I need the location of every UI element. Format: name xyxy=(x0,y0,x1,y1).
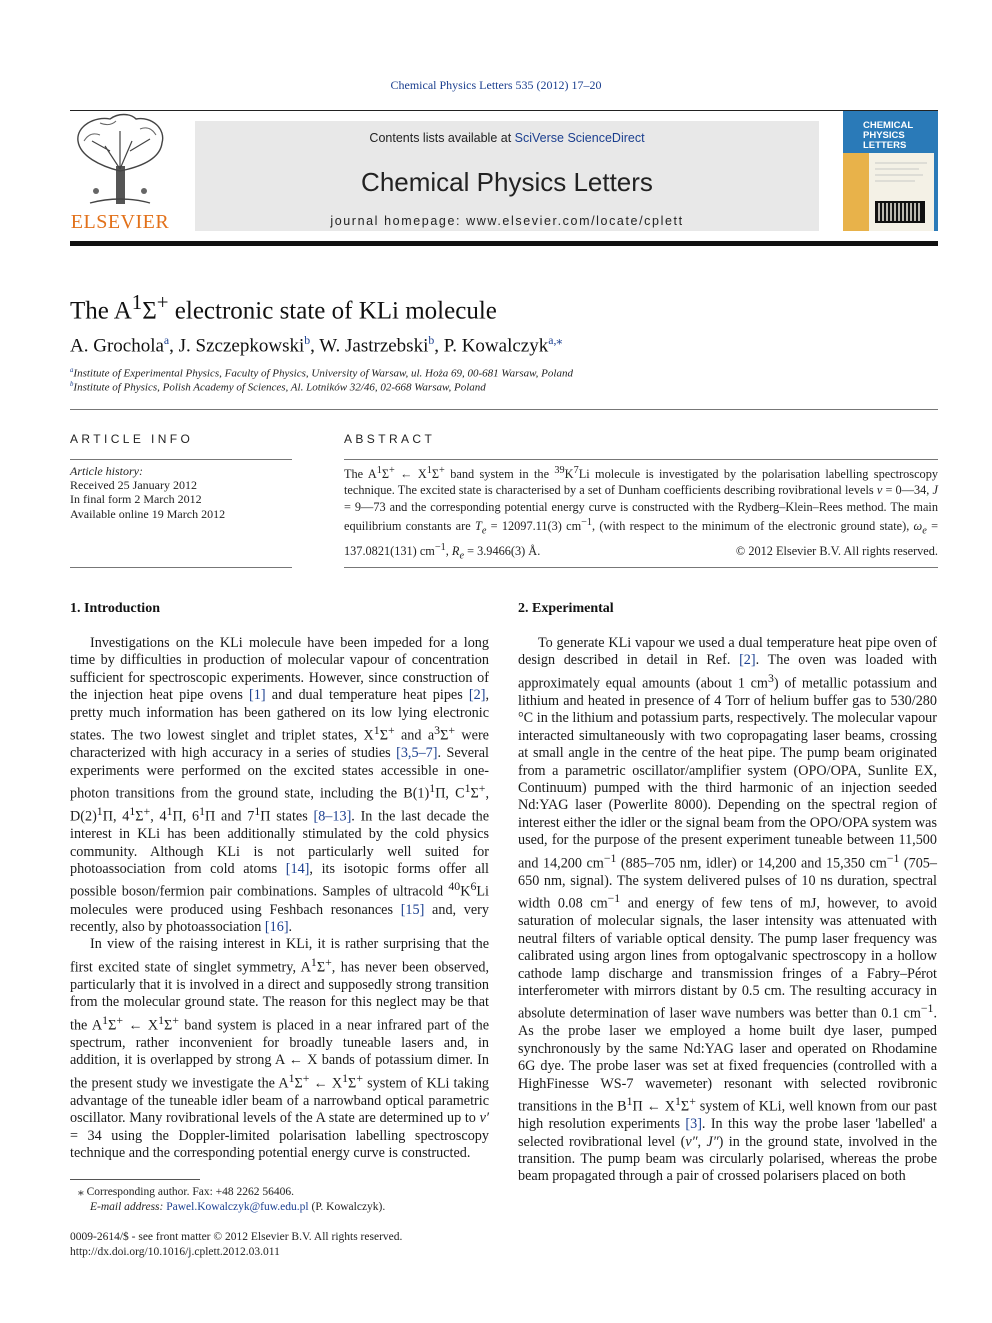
introduction-heading: 1. Introduction xyxy=(70,601,160,616)
cover-stripe xyxy=(843,153,869,231)
journal-banner xyxy=(195,121,819,231)
article-info-rule xyxy=(70,459,292,460)
reference-link[interactable]: [16] xyxy=(264,919,289,936)
experimental-heading: 2. Experimental xyxy=(518,601,614,616)
tree-logo-icon xyxy=(70,111,170,211)
affiliations-rule xyxy=(70,409,938,410)
journal-title: Chemical Physics Letters xyxy=(361,167,653,197)
experimental-body xyxy=(518,635,937,1186)
affiliation-a: $^a$Institute of Experimental Physics, Faculty of Physics, University of Warsaw, ul. Hoża 69, 00-681 Warsaw, Poland xyxy=(70,367,573,380)
online-date: Available online 19 March 2012 xyxy=(70,507,226,521)
cover-image xyxy=(869,153,934,231)
affiliation-b: $^b$Institute of Physics, Polish Academy of Sciences, Al. Lotników 32/46, 02-668 Warsaw, Poland xyxy=(70,381,486,394)
abstract-text: The $A^1\Sigma^+$ ← $X^1\Sigma^+$ band system in the $^{39}K^7Li$ molecule is investigated by the polarisation labelling spectroscopy technique. The excited state is characterised by a set of Dunham coefficients describing rovibrational levels v = 0—34, J = 9—73 and the corresponding potential energy curve is constructed with the Rydberg–Klein–Rees method. The main equilibrium constants are $T_e = 12097.11(3)$ $cm^{-1}$, (with respect to the minimum of the electronic ground state), $\omega_e = 137.0821(131)$ $cm^{-1}$, $R_e = 3.9466(3)$ Å. xyxy=(344,465,938,562)
intro-paragraph-2: In view of the raising interest in KLi, it is rather surprising that the first excited state of singlet symmetry, $A^1\Sigma^+$, has never been observed, particularly that it is involved in a direct and supposedly strong transition from the molecular ground state. The reason for this neglect may be that the $A^1\Sigma^+$ ← $X^1\Sigma^+$ band system is placed in a near infrared part of the spectrum, rather inconvenient for broadly tuneable lasers and, in addition, it is overlapped by strong A ← X bands of potassium dimer. In the present study we investigate the $A^1\Sigma^+$ ← $X^1\Sigma^+$ system of KLi taking advantage of the tuneable idler beam of a narrowband optical parametric oscillator. Many rovibrational levels of the A state are determined up to v′ = 34 using the Doppler-limited polarisation labelling spectroscopy technique and the corresponding potential energy curve is constructed. xyxy=(70,936,490,1162)
reference-link[interactable]: [15] xyxy=(400,901,425,918)
journal-cover[interactable] xyxy=(843,111,938,231)
abstract-rule xyxy=(344,459,938,460)
article-title: The $A^1\Sigma^+$ electronic state of KLi molecule xyxy=(70,290,497,325)
reference-link[interactable]: [2] xyxy=(739,652,756,669)
elsevier-wordmark: ELSEVIER xyxy=(70,211,170,233)
reference-link[interactable]: [3] xyxy=(685,1116,702,1133)
contents-line xyxy=(195,131,819,145)
email-note xyxy=(90,1200,385,1215)
corresponding-author-note: ⁎ Corresponding author. Fax: +48 2262 56406. xyxy=(78,1186,295,1198)
abstract-heading: ABSTRACT xyxy=(344,432,436,446)
article-history-label: Article history: xyxy=(70,464,143,478)
email-suffix: (P. Kowalczyk). xyxy=(308,1201,386,1213)
email-label: E-mail address: xyxy=(90,1201,167,1213)
introduction-body xyxy=(70,635,489,1163)
final-form-date: In final form 2 March 2012 xyxy=(70,492,202,506)
footnote-rule xyxy=(70,1179,200,1180)
reference-link[interactable]: [14] xyxy=(285,861,310,878)
reference-link[interactable]: [3,5–7] xyxy=(396,745,438,762)
doi-link[interactable]: http://dx.doi.org/10.1016/j.cplett.2012.03.011 xyxy=(70,1246,280,1258)
sciencedirect-link[interactable]: SciVerse ScienceDirect xyxy=(514,131,645,145)
cover-title: CHEMICAL PHYSICS LETTERS xyxy=(863,120,913,151)
reference-link[interactable]: [8–13] xyxy=(313,808,352,825)
cover-barcode-icon xyxy=(869,153,934,231)
reference-link[interactable]: [2] xyxy=(468,687,486,704)
elsevier-logo[interactable] xyxy=(70,111,180,231)
abstract-bottom-rule xyxy=(344,567,938,568)
article-info-heading: ARTICLE INFO xyxy=(70,432,194,446)
journal-header xyxy=(70,111,938,231)
abstract-copyright: © 2012 Elsevier B.V. All rights reserved. xyxy=(735,544,938,558)
received-date: Received 25 January 2012 xyxy=(70,478,197,492)
journal-homepage[interactable]: journal homepage: www.elsevier.com/locate/cplett xyxy=(330,214,684,228)
issn-line: 0009-2614/$ - see front matter © 2012 Elsevier B.V. All rights reserved. xyxy=(70,1231,403,1243)
email-link[interactable]: Pawel.Kowalczyk@fuw.edu.pl xyxy=(166,1201,309,1213)
article-info-bottom-rule xyxy=(70,567,292,568)
experimental-paragraph-1: To generate KLi vapour we used a dual temperature heat pipe oven of design described in detail in Ref. [2]. The oven was loaded with approximately equal amounts (about 1 $cm^3$) of metallic potassium and lithium and heated in presence of 4 Torr of helium buffer gas to 530/280 °C in the lithium and potassium parts, respectively. The molecular vapour interacted simultaneously with two copropagating laser beams, crossing at small angle in the centre of the heat pipe. The pump beam originated from a parametric oscillator/amplifier system (OPO/OPA, Sunlite EX, Continuum) pumped with the third harmonic of an injection seeded Nd:YAG laser (Powerlite 8000). Depending on the spectral region of interest either the idler or the signal beam from the OPO/OPA system was used, for the purpose of the present experiment tuneable between 11,500 and 14,200 $cm^{-1}$ (885–705 nm, idler) or 14,200 and 15,350 $cm^{-1}$ (705–650 nm, signal). The system delivered pulses of 10 ns duration, spectral width 0.08 $cm^{-1}$ and energy of few tens of mJ, however, to avoid saturation of molecular signals, the laser intensity was attenuated with neutral filters of variable optical density. The pump laser frequency was calibrated using argon lines from optogalvanic spectroscopy in a hollow cathode lamp discharge and transmission fringes of a Fabry–Pérot interferometer with mirrors distant by 0.5 cm. The resulting accuracy in absolute determination of laser wave numbers was better than 0.1 $cm^{-1}$. As the probe laser we employed a home built dye laser, pumped synchronously by the same Nd:YAG laser and operated on Rhodamine 6G dye. The probe laser was set at fixed frequencies (controlled with a HighFinesse WS-7 wavemeter) resonant with selected rovibronic transitions in the $B^1\Pi$ ← $X^1\Sigma^+$ system of KLi, well known from our past high resolution experiments [3]. In this way the probe laser 'labelled' a selected rovibrational level (v″, J″) in the ground state, involved in the transition. The pump beam was circularly polarised, whereas the probe beam propagated through a pair of crossed polarisers placed on both xyxy=(518,635,937,1185)
header-bottom-rule xyxy=(70,241,938,246)
reference-link[interactable]: [1] xyxy=(249,687,266,704)
header-top-rule xyxy=(70,110,938,111)
intro-paragraph-1: Investigations on the KLi molecule have been impeded for a long time by difficulties in production of molecular vapour of concentration sufficient for spectroscopic experiments. However, since construction of the injection heat pipe ovens [1] and dual temperature heat pipes [2], pretty much information has been gathered on its low lying electronic states. The two lowest singlet and triplet states, $X^1\Sigma^+$ and $a^3\Sigma^+$ were characterized with high accuracy in a series of studies [3,5–7]. Several experiments were performed on the excited states accessible in one-photon transitions from the ground state, including the $B(1)^1\Pi$, $C^1\Sigma^+$, $D(2)^1\Pi$, $4^1\Sigma^+$, $4^1\Pi$, $6^1\Pi$ and $7^1\Pi$ states [8–13]. In the last decade the interest in KLi has been additionally stimulated by the cold physics community. Although KLi is not particularly well suited for photoassociation from cold atoms [14], its isotopic forms offer all possible boson/fermion pair combinations. Samples of ultracold $^{40}K^6Li$ molecules were produced using Feshbach resonances [15] and, very recently, also by photoassociation [16]. xyxy=(70,635,490,936)
journal-citation[interactable]: Chemical Physics Letters 535 (2012) 17–20 xyxy=(390,78,602,92)
author-list: A. Grochola$^a$, J. Szczepkowski$^b$, W. Jastrzebski$^b$, P. Kowalczyk$^{a,⁎}$ xyxy=(70,334,563,357)
contents-prefix: Contents lists available at xyxy=(369,131,515,145)
